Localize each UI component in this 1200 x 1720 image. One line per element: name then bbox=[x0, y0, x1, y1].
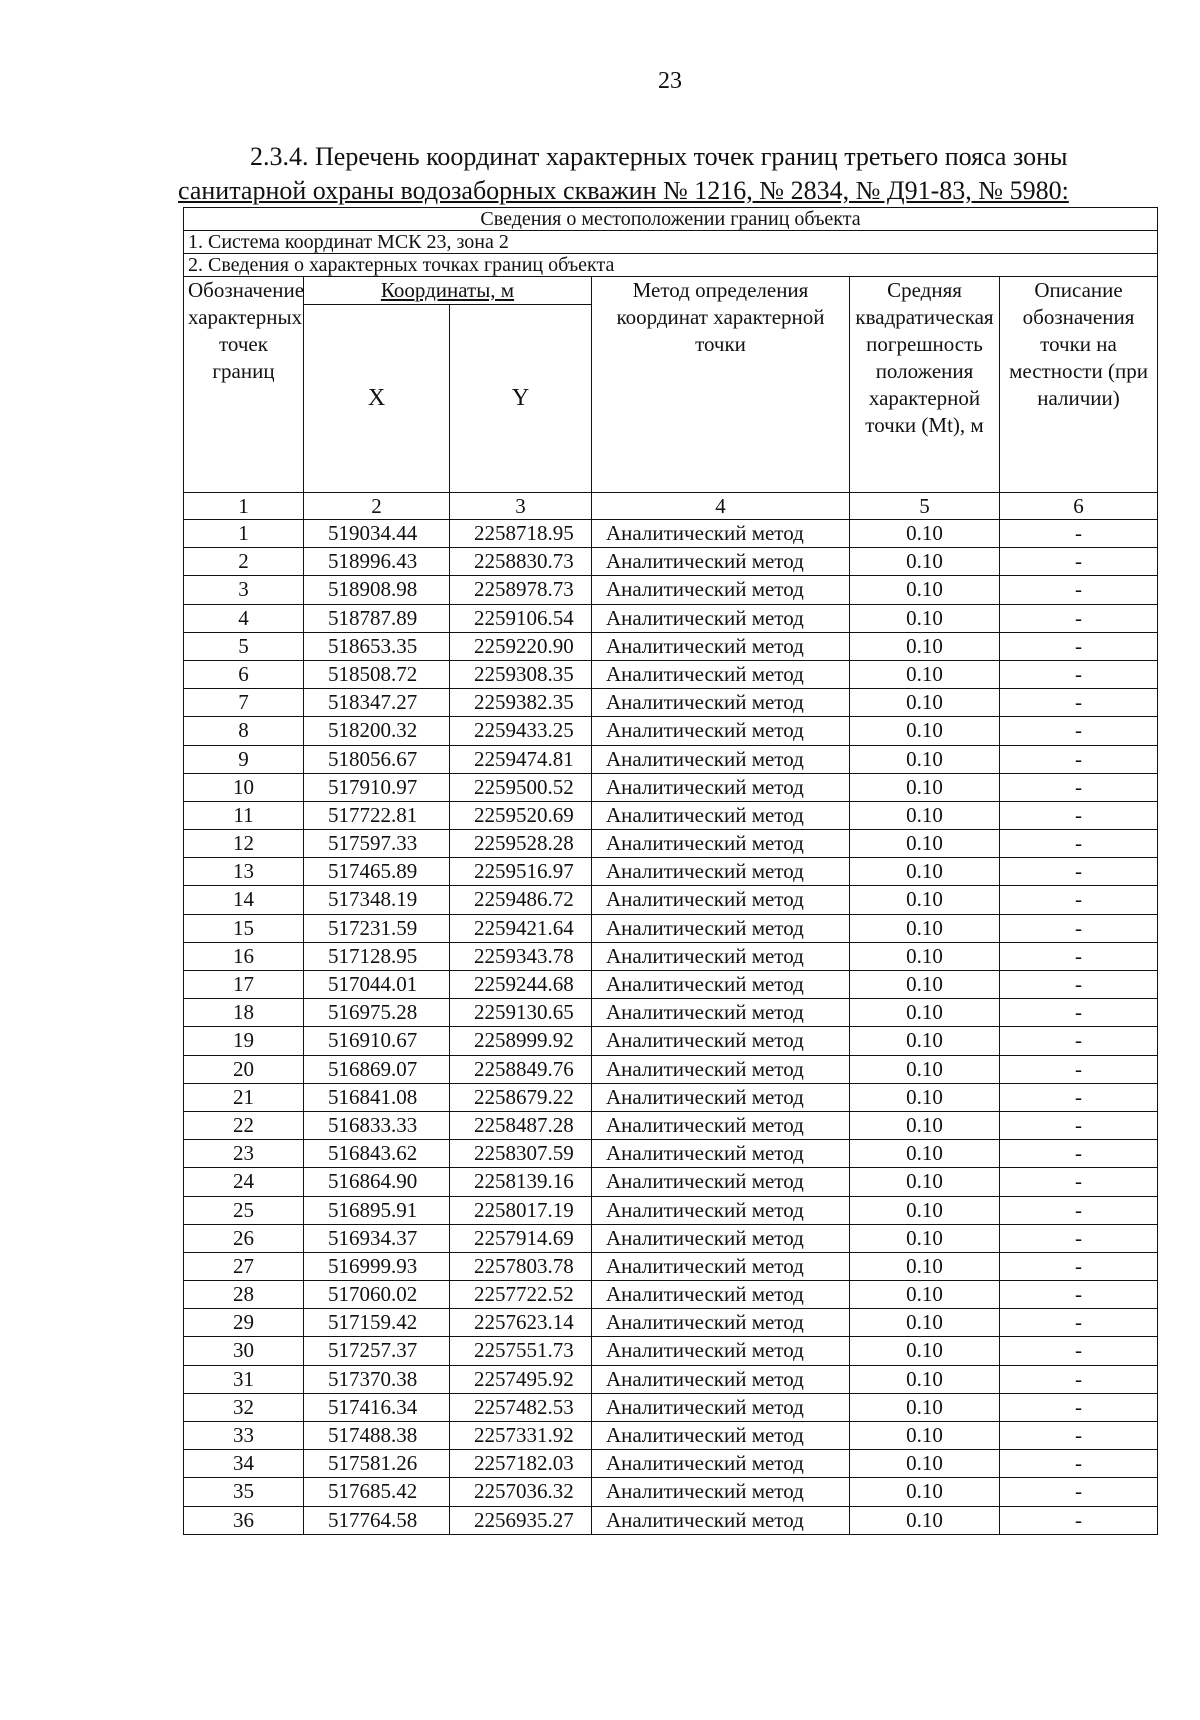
coord-y: 2257623.14 bbox=[450, 1309, 592, 1337]
coord-y: 2257551.73 bbox=[450, 1337, 592, 1365]
mean-error: 0.10 bbox=[850, 604, 1000, 632]
coord-y: 2258017.19 bbox=[450, 1196, 592, 1224]
coordinate-system: 1. Система координат МСК 23, зона 2 bbox=[184, 231, 1158, 254]
method: Аналитический метод bbox=[592, 745, 850, 773]
mean-error: 0.10 bbox=[850, 1140, 1000, 1168]
coord-x: 516975.28 bbox=[304, 999, 450, 1027]
method: Аналитический метод bbox=[592, 576, 850, 604]
method: Аналитический метод bbox=[592, 660, 850, 688]
coord-y: 2257722.52 bbox=[450, 1281, 592, 1309]
coord-y: 2257182.03 bbox=[450, 1450, 592, 1478]
coord-y: 2257036.32 bbox=[450, 1478, 592, 1506]
method: Аналитический метод bbox=[592, 632, 850, 660]
description: - bbox=[1000, 1027, 1158, 1055]
coord-y: 2259528.28 bbox=[450, 830, 592, 858]
coord-x: 518908.98 bbox=[304, 576, 450, 604]
point-number: 1 bbox=[184, 520, 304, 548]
point-number: 14 bbox=[184, 886, 304, 914]
mean-error: 0.10 bbox=[850, 1168, 1000, 1196]
column-number: 2 bbox=[304, 493, 450, 520]
method: Аналитический метод bbox=[592, 942, 850, 970]
coord-x: 517159.42 bbox=[304, 1309, 450, 1337]
description: - bbox=[1000, 1337, 1158, 1365]
table-row bbox=[184, 858, 1158, 886]
header-y: Y bbox=[450, 305, 592, 493]
table-row bbox=[184, 1281, 1158, 1309]
description: - bbox=[1000, 1365, 1158, 1393]
mean-error: 0.10 bbox=[850, 576, 1000, 604]
method: Аналитический метод bbox=[592, 604, 850, 632]
description: - bbox=[1000, 1309, 1158, 1337]
method: Аналитический метод bbox=[592, 1309, 850, 1337]
heading-line-1: 2.3.4. Перечень координат характерных точек границ третьего пояса зоны bbox=[250, 142, 1068, 171]
coord-x: 518996.43 bbox=[304, 548, 450, 576]
table-row bbox=[184, 689, 1158, 717]
coord-x: 517597.33 bbox=[304, 830, 450, 858]
description: - bbox=[1000, 1168, 1158, 1196]
mean-error: 0.10 bbox=[850, 689, 1000, 717]
table-row bbox=[184, 914, 1158, 942]
description: - bbox=[1000, 773, 1158, 801]
table-row bbox=[184, 1422, 1158, 1450]
table-row bbox=[184, 1168, 1158, 1196]
point-number: 28 bbox=[184, 1281, 304, 1309]
table-row bbox=[184, 1083, 1158, 1111]
point-number: 30 bbox=[184, 1337, 304, 1365]
table-row bbox=[184, 830, 1158, 858]
table-title: Сведения о местоположении границ объекта bbox=[184, 208, 1158, 231]
description: - bbox=[1000, 1196, 1158, 1224]
point-number: 13 bbox=[184, 858, 304, 886]
method: Аналитический метод bbox=[592, 1083, 850, 1111]
description: - bbox=[1000, 1252, 1158, 1280]
coord-x: 517764.58 bbox=[304, 1506, 450, 1534]
mean-error: 0.10 bbox=[850, 1478, 1000, 1506]
description: - bbox=[1000, 1506, 1158, 1534]
description: - bbox=[1000, 1281, 1158, 1309]
page-number: 23 bbox=[658, 68, 682, 94]
coord-y: 2256935.27 bbox=[450, 1506, 592, 1534]
table-row bbox=[184, 717, 1158, 745]
coord-x: 516895.91 bbox=[304, 1196, 450, 1224]
method: Аналитический метод bbox=[592, 773, 850, 801]
table-row bbox=[184, 1506, 1158, 1534]
method: Аналитический метод bbox=[592, 830, 850, 858]
column-number: 1 bbox=[184, 493, 304, 520]
mean-error: 0.10 bbox=[850, 1281, 1000, 1309]
coord-x: 517128.95 bbox=[304, 942, 450, 970]
coord-x: 518787.89 bbox=[304, 604, 450, 632]
coord-x: 517488.38 bbox=[304, 1422, 450, 1450]
coord-x: 517722.81 bbox=[304, 801, 450, 829]
data-rows bbox=[184, 520, 1158, 1535]
coord-y: 2259486.72 bbox=[450, 886, 592, 914]
mean-error: 0.10 bbox=[850, 914, 1000, 942]
table-row bbox=[184, 1140, 1158, 1168]
point-number: 29 bbox=[184, 1309, 304, 1337]
mean-error: 0.10 bbox=[850, 1196, 1000, 1224]
mean-error: 0.10 bbox=[850, 1027, 1000, 1055]
point-number: 10 bbox=[184, 773, 304, 801]
method: Аналитический метод bbox=[592, 1506, 850, 1534]
point-number: 32 bbox=[184, 1393, 304, 1421]
method: Аналитический метод bbox=[592, 801, 850, 829]
point-number: 8 bbox=[184, 717, 304, 745]
method: Аналитический метод bbox=[592, 1140, 850, 1168]
section-heading bbox=[178, 140, 1178, 208]
table-row bbox=[184, 1309, 1158, 1337]
mean-error: 0.10 bbox=[850, 548, 1000, 576]
coord-x: 517685.42 bbox=[304, 1478, 450, 1506]
coord-y: 2258139.16 bbox=[450, 1168, 592, 1196]
table-row bbox=[184, 520, 1158, 548]
table-row bbox=[184, 1478, 1158, 1506]
mean-error: 0.10 bbox=[850, 1309, 1000, 1337]
mean-error: 0.10 bbox=[850, 1252, 1000, 1280]
method: Аналитический метод bbox=[592, 1027, 850, 1055]
description: - bbox=[1000, 858, 1158, 886]
table-row bbox=[184, 1027, 1158, 1055]
table-row bbox=[184, 1393, 1158, 1421]
description: - bbox=[1000, 914, 1158, 942]
method: Аналитический метод bbox=[592, 1168, 850, 1196]
coord-y: 2259106.54 bbox=[450, 604, 592, 632]
point-number: 15 bbox=[184, 914, 304, 942]
point-number: 3 bbox=[184, 576, 304, 604]
table-row bbox=[184, 576, 1158, 604]
coord-x: 518347.27 bbox=[304, 689, 450, 717]
coord-y: 2259130.65 bbox=[450, 999, 592, 1027]
description: - bbox=[1000, 1450, 1158, 1478]
point-number: 5 bbox=[184, 632, 304, 660]
point-number: 7 bbox=[184, 689, 304, 717]
description: - bbox=[1000, 1393, 1158, 1421]
method: Аналитический метод bbox=[592, 1252, 850, 1280]
description: - bbox=[1000, 1422, 1158, 1450]
coord-y: 2259500.52 bbox=[450, 773, 592, 801]
description: - bbox=[1000, 689, 1158, 717]
method: Аналитический метод bbox=[592, 1281, 850, 1309]
coord-y: 2258999.92 bbox=[450, 1027, 592, 1055]
coord-y: 2257914.69 bbox=[450, 1224, 592, 1252]
mean-error: 0.10 bbox=[850, 1055, 1000, 1083]
point-number: 23 bbox=[184, 1140, 304, 1168]
point-number: 9 bbox=[184, 745, 304, 773]
coord-y: 2257331.92 bbox=[450, 1422, 592, 1450]
column-number: 5 bbox=[850, 493, 1000, 520]
table-row bbox=[184, 971, 1158, 999]
mean-error: 0.10 bbox=[850, 1083, 1000, 1111]
header-x: X bbox=[304, 305, 450, 493]
coord-x: 517044.01 bbox=[304, 971, 450, 999]
header-description: Описание обозначения точки на местности (при наличии) bbox=[1000, 277, 1158, 493]
header-designation: Обозначение характерных точек границ bbox=[184, 277, 304, 493]
coord-y: 2259433.25 bbox=[450, 717, 592, 745]
table-row bbox=[184, 1365, 1158, 1393]
coord-y: 2258487.28 bbox=[450, 1111, 592, 1139]
mean-error: 0.10 bbox=[850, 1422, 1000, 1450]
coord-y: 2257482.53 bbox=[450, 1393, 592, 1421]
coord-x: 517416.34 bbox=[304, 1393, 450, 1421]
method: Аналитический метод bbox=[592, 1055, 850, 1083]
coord-y: 2258849.76 bbox=[450, 1055, 592, 1083]
description: - bbox=[1000, 576, 1158, 604]
mean-error: 0.10 bbox=[850, 942, 1000, 970]
table-row bbox=[184, 1196, 1158, 1224]
coord-x: 517257.37 bbox=[304, 1337, 450, 1365]
coord-y: 2258978.73 bbox=[450, 576, 592, 604]
coord-y: 2259220.90 bbox=[450, 632, 592, 660]
coord-y: 2258718.95 bbox=[450, 520, 592, 548]
method: Аналитический метод bbox=[592, 1478, 850, 1506]
coord-x: 517231.59 bbox=[304, 914, 450, 942]
mean-error: 0.10 bbox=[850, 520, 1000, 548]
coord-x: 516999.93 bbox=[304, 1252, 450, 1280]
description: - bbox=[1000, 1111, 1158, 1139]
description: - bbox=[1000, 604, 1158, 632]
point-number: 6 bbox=[184, 660, 304, 688]
coord-y: 2257803.78 bbox=[450, 1252, 592, 1280]
coord-y: 2259421.64 bbox=[450, 914, 592, 942]
table-row bbox=[184, 773, 1158, 801]
point-number: 31 bbox=[184, 1365, 304, 1393]
coord-y: 2257495.92 bbox=[450, 1365, 592, 1393]
coord-x: 516869.07 bbox=[304, 1055, 450, 1083]
table-row bbox=[184, 999, 1158, 1027]
table-row bbox=[184, 1252, 1158, 1280]
mean-error: 0.10 bbox=[850, 1393, 1000, 1421]
table-row bbox=[184, 942, 1158, 970]
description: - bbox=[1000, 830, 1158, 858]
coord-x: 516910.67 bbox=[304, 1027, 450, 1055]
coord-x: 518653.35 bbox=[304, 632, 450, 660]
coord-x: 517060.02 bbox=[304, 1281, 450, 1309]
table-row bbox=[184, 1450, 1158, 1478]
mean-error: 0.10 bbox=[850, 1450, 1000, 1478]
table-row bbox=[184, 1224, 1158, 1252]
method: Аналитический метод bbox=[592, 999, 850, 1027]
method: Аналитический метод bbox=[592, 689, 850, 717]
table-row bbox=[184, 1337, 1158, 1365]
method: Аналитический метод bbox=[592, 1365, 850, 1393]
description: - bbox=[1000, 1083, 1158, 1111]
method: Аналитический метод bbox=[592, 1337, 850, 1365]
point-number: 25 bbox=[184, 1196, 304, 1224]
description: - bbox=[1000, 1140, 1158, 1168]
description: - bbox=[1000, 745, 1158, 773]
description: - bbox=[1000, 1224, 1158, 1252]
table-row bbox=[184, 548, 1158, 576]
heading-line-2: санитарной охраны водозаборных скважин № 1216, № 2834, № Д91-83, № 5980: bbox=[178, 176, 1069, 205]
description: - bbox=[1000, 886, 1158, 914]
method: Аналитический метод bbox=[592, 886, 850, 914]
coord-x: 516843.62 bbox=[304, 1140, 450, 1168]
description: - bbox=[1000, 520, 1158, 548]
column-numbers-row bbox=[184, 493, 1158, 520]
mean-error: 0.10 bbox=[850, 971, 1000, 999]
coord-x: 517465.89 bbox=[304, 858, 450, 886]
table-row bbox=[184, 886, 1158, 914]
coord-y: 2259308.35 bbox=[450, 660, 592, 688]
coord-y: 2259474.81 bbox=[450, 745, 592, 773]
point-number: 16 bbox=[184, 942, 304, 970]
description: - bbox=[1000, 971, 1158, 999]
header-coordinates: Координаты, м bbox=[304, 277, 592, 305]
coord-y: 2258679.22 bbox=[450, 1083, 592, 1111]
method: Аналитический метод bbox=[592, 971, 850, 999]
coord-x: 518200.32 bbox=[304, 717, 450, 745]
mean-error: 0.10 bbox=[850, 773, 1000, 801]
method: Аналитический метод bbox=[592, 1393, 850, 1421]
mean-error: 0.10 bbox=[850, 1111, 1000, 1139]
mean-error: 0.10 bbox=[850, 660, 1000, 688]
description: - bbox=[1000, 660, 1158, 688]
coord-y: 2259244.68 bbox=[450, 971, 592, 999]
point-number: 20 bbox=[184, 1055, 304, 1083]
coord-x: 516833.33 bbox=[304, 1111, 450, 1139]
method: Аналитический метод bbox=[592, 1422, 850, 1450]
method: Аналитический метод bbox=[592, 548, 850, 576]
method: Аналитический метод bbox=[592, 520, 850, 548]
coord-y: 2258830.73 bbox=[450, 548, 592, 576]
point-number: 21 bbox=[184, 1083, 304, 1111]
table-row bbox=[184, 604, 1158, 632]
point-number: 19 bbox=[184, 1027, 304, 1055]
mean-error: 0.10 bbox=[850, 1365, 1000, 1393]
coord-x: 516864.90 bbox=[304, 1168, 450, 1196]
mean-error: 0.10 bbox=[850, 745, 1000, 773]
mean-error: 0.10 bbox=[850, 858, 1000, 886]
method: Аналитический метод bbox=[592, 1450, 850, 1478]
point-number: 26 bbox=[184, 1224, 304, 1252]
description: - bbox=[1000, 942, 1158, 970]
coord-x: 518508.72 bbox=[304, 660, 450, 688]
method: Аналитический метод bbox=[592, 717, 850, 745]
coord-x: 517910.97 bbox=[304, 773, 450, 801]
coord-y: 2259343.78 bbox=[450, 942, 592, 970]
description: - bbox=[1000, 801, 1158, 829]
method: Аналитический метод bbox=[592, 1224, 850, 1252]
point-number: 34 bbox=[184, 1450, 304, 1478]
coord-y: 2259520.69 bbox=[450, 801, 592, 829]
description: - bbox=[1000, 632, 1158, 660]
point-number: 24 bbox=[184, 1168, 304, 1196]
coord-x: 516841.08 bbox=[304, 1083, 450, 1111]
method: Аналитический метод bbox=[592, 914, 850, 942]
point-number: 33 bbox=[184, 1422, 304, 1450]
mean-error: 0.10 bbox=[850, 801, 1000, 829]
coord-x: 519034.44 bbox=[304, 520, 450, 548]
method: Аналитический метод bbox=[592, 1196, 850, 1224]
method: Аналитический метод bbox=[592, 1111, 850, 1139]
coord-x: 516934.37 bbox=[304, 1224, 450, 1252]
mean-error: 0.10 bbox=[850, 632, 1000, 660]
table-row bbox=[184, 801, 1158, 829]
point-number: 4 bbox=[184, 604, 304, 632]
description: - bbox=[1000, 1478, 1158, 1506]
coord-x: 517370.38 bbox=[304, 1365, 450, 1393]
mean-error: 0.10 bbox=[850, 1224, 1000, 1252]
mean-error: 0.10 bbox=[850, 717, 1000, 745]
coord-x: 517581.26 bbox=[304, 1450, 450, 1478]
column-number: 3 bbox=[450, 493, 592, 520]
mean-error: 0.10 bbox=[850, 886, 1000, 914]
point-number: 36 bbox=[184, 1506, 304, 1534]
point-number: 17 bbox=[184, 971, 304, 999]
description: - bbox=[1000, 548, 1158, 576]
point-number: 11 bbox=[184, 801, 304, 829]
description: - bbox=[1000, 717, 1158, 745]
table-row bbox=[184, 660, 1158, 688]
header-error: Средняя квадратическая погрешность положения характерной точки (Mt), м bbox=[850, 277, 1000, 493]
mean-error: 0.10 bbox=[850, 1337, 1000, 1365]
coordinates-table bbox=[183, 207, 1158, 1535]
method: Аналитический метод bbox=[592, 858, 850, 886]
table-row bbox=[184, 1055, 1158, 1083]
column-number: 6 bbox=[1000, 493, 1158, 520]
point-number: 12 bbox=[184, 830, 304, 858]
mean-error: 0.10 bbox=[850, 999, 1000, 1027]
point-number: 35 bbox=[184, 1478, 304, 1506]
point-number: 18 bbox=[184, 999, 304, 1027]
mean-error: 0.10 bbox=[850, 1506, 1000, 1534]
coord-y: 2259516.97 bbox=[450, 858, 592, 886]
column-number: 4 bbox=[592, 493, 850, 520]
description: - bbox=[1000, 999, 1158, 1027]
table-row bbox=[184, 632, 1158, 660]
coord-x: 517348.19 bbox=[304, 886, 450, 914]
table-row bbox=[184, 745, 1158, 773]
header-method: Метод определения координат характерной точки bbox=[592, 277, 850, 493]
coord-y: 2258307.59 bbox=[450, 1140, 592, 1168]
point-number: 22 bbox=[184, 1111, 304, 1139]
coord-y: 2259382.35 bbox=[450, 689, 592, 717]
point-number: 27 bbox=[184, 1252, 304, 1280]
table-row bbox=[184, 1111, 1158, 1139]
point-number: 2 bbox=[184, 548, 304, 576]
description: - bbox=[1000, 1055, 1158, 1083]
points-section-title: 2. Сведения о характерных точках границ объекта bbox=[184, 254, 1158, 277]
mean-error: 0.10 bbox=[850, 830, 1000, 858]
coord-x: 518056.67 bbox=[304, 745, 450, 773]
